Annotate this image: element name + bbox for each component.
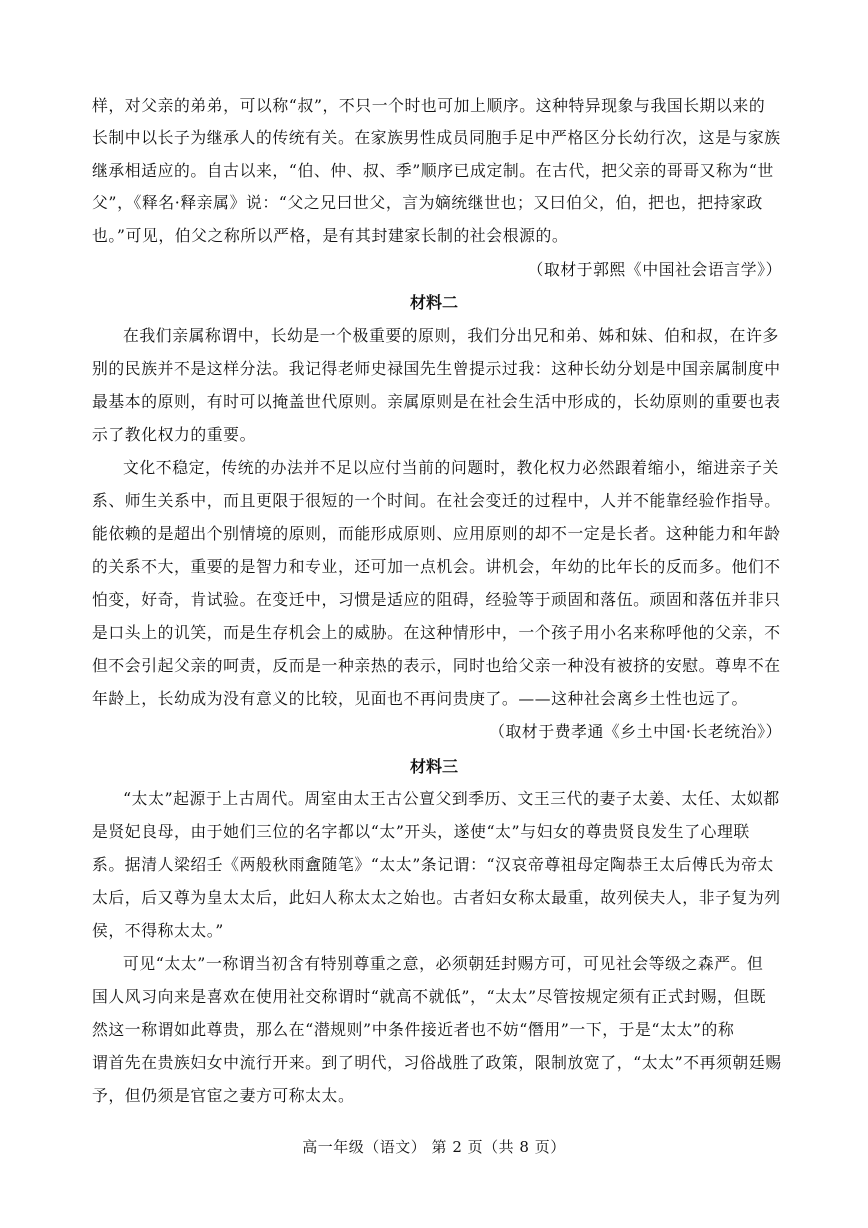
material3-line-6: 可见“太太”一称谓当初含有特别尊重之意，必须朝廷封赐方可，可见社会等级之森严。但 xyxy=(123,954,764,973)
material2-line-4: 示了教化权力的重要。 xyxy=(92,425,256,444)
material2-line-5: 文化不稳定，传统的办法并不足以应付当前的问题时，教化权力必然跟着缩小，缩进亲子关 xyxy=(123,458,779,477)
material3-line-7: 国人风习向来是喜欢在使用社交称谓时“就高不就低”，“太太”尽管按规定须有正式封赐，但既 xyxy=(92,987,767,1006)
material1-line-1: 样，对父亲的弟弟，可以称“叔”，不只一个时也可加上顺序。这种特异现象与我国长期以来的 xyxy=(92,96,766,115)
material2-line-3: 最基本的原则，有时可以掩盖世代原则。亲属原则是在社会生活中形成的，长幼原则的重要也表 xyxy=(92,392,781,411)
material3-line-2: 是贤妃良母，由于她们三位的名字都以“太”开头，遂使“太”与妇女的尊贵贤良发生了心理联 xyxy=(92,822,750,841)
material3-heading: 材料三 xyxy=(409,757,458,776)
material2-line-10: 是口头上的讥笑，而是生存机会上的威胁。在这种情形中，一个孩子用小名来称呼他的父亲，不 xyxy=(92,623,781,642)
material3-line-3: 系。据清人梁绍壬《两般秋雨盦随笔》“太太”条记谓：“汉哀帝尊祖母定陶恭王太后傅氏为帝太 xyxy=(92,855,774,874)
material1-source: （取材于郭熙《中国社会语言学》） xyxy=(527,260,782,279)
material2-line-2: 别的民族并不是这样分法。我记得老师史禄国先生曾提示过我：这种长幼分划是中国亲属制度中 xyxy=(92,359,781,378)
material1-line-4: 父”，《释名·释亲属》说：“父之兄曰世父，言为嫡统继世也；又曰伯父，伯，把也，把持家政 xyxy=(92,193,763,212)
material3-line-4: 太后，后又尊为皇太太后，此妇人称太太之始也。古者妇女称太最重，故列侯夫人，非子复为列 xyxy=(92,888,781,907)
material2-line-9: 怕变，好奇，肯试验。在变迁中，习惯是适应的阻碍，经验等于顽固和落伍。顽固和落伍并非只 xyxy=(92,590,781,609)
material3-line-10: 予，但仍须是官宦之妻方可称太太。 xyxy=(92,1086,355,1105)
material1-line-2: 长制中以长子为继承人的传统有关。在家族男性成员同胞手足中严格区分长幼行次，这是与家族 xyxy=(92,128,781,147)
material2-line-7: 能依赖的是超出个别情境的原则，而能形成原则、应用原则的却不一定是长者。这种能力和年龄 xyxy=(92,524,781,543)
material3-line-9: 谓首先在贵族妇女中流行开来。到了明代，习俗战胜了政策，限制放宽了，“太太”不再须朝廷赐 xyxy=(92,1053,782,1072)
material3-line-1: “太太”起源于上古周代。周室由太王古公亶父到季历、文王三代的妻子太姜、太任、太姒都 xyxy=(123,789,780,808)
material3-line-8: 然这一称谓如此尊贵，那么在“潜规则”中条件接近者也不妨“僭用”一下，于是“太太”的称 xyxy=(92,1020,735,1039)
material2-line-6: 系、师生关系中，而且更限于很短的一个时间。在社会变迁的过程中，人并不能靠经验作指导。 xyxy=(92,491,781,510)
material3-line-5: 侯，不得称太太。” xyxy=(92,921,224,940)
material1-line-5: 也。”可见，伯父之称所以严格，是有其封建家长制的社会根源的。 xyxy=(92,226,569,245)
material2-line-11: 但不会引起父亲的呵责，反而是一种亲热的表示，同时也给父亲一种没有被挤的安慰。尊卑不在 xyxy=(92,656,781,675)
page-footer: 高一年级（语文） 第 2 页（共 8 页） xyxy=(302,1138,566,1156)
material2-heading: 材料二 xyxy=(409,293,458,312)
material2-line-12: 年龄上，长幼成为没有意义的比较，见面也不再问贵庚了。——这种社会离乡土性也远了。 xyxy=(92,689,748,708)
material2-source: （取材于费孝通《乡土中国·长老统治》） xyxy=(489,722,782,741)
material1-line-3: 继承相适应的。自古以来，“伯、仲、叔、季”顺序已成定制。在古代，把父亲的哥哥又称为“世 xyxy=(92,161,774,180)
material2-line-1: 在我们亲属称谓中，长幼是一个极重要的原则，我们分出兄和弟、姊和妹、伯和叔，在许多 xyxy=(123,326,779,345)
material2-line-8: 的关系不大，重要的是智力和专业，还可加一点机会。讲机会，年幼的比年长的反而多。他们不 xyxy=(92,557,781,576)
